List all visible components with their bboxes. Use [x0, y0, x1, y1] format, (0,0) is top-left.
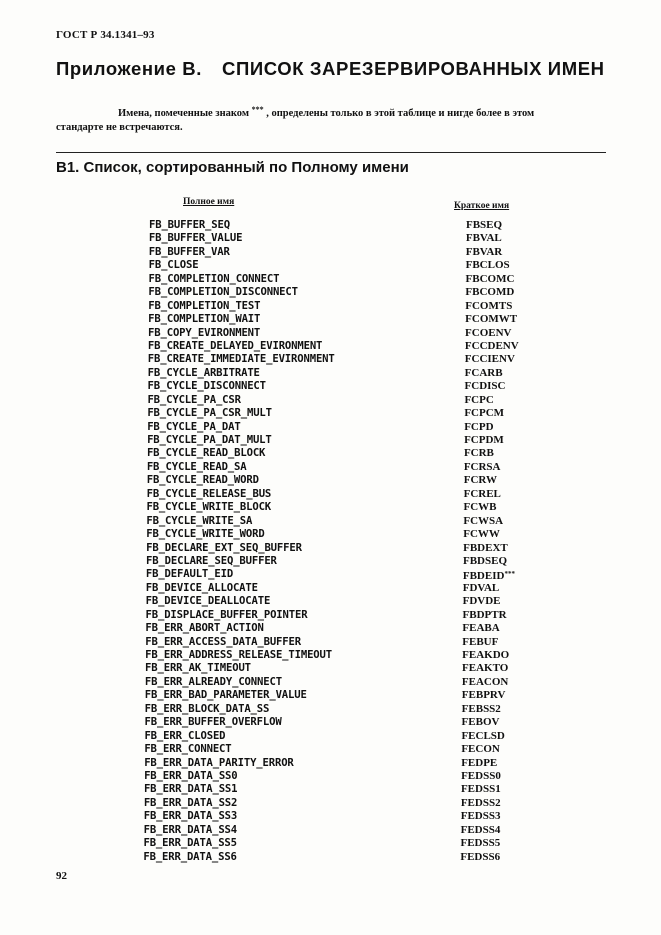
short-name-cell — [465, 300, 512, 313]
short-name-text: FBCOMD — [465, 286, 515, 299]
short-name-cell — [462, 662, 508, 675]
table-row — [0, 824, 661, 837]
short-name-text: FECLSD — [461, 729, 505, 742]
table-row — [0, 703, 661, 716]
short-name-cell — [464, 421, 493, 434]
table-row — [0, 273, 661, 286]
table-row — [0, 810, 661, 823]
full-name-cell: FB_ERR_ABORT_ACTION — [145, 622, 264, 635]
full-name-cell: FB_CYCLE_PA_DAT_MULT — [147, 434, 272, 446]
full-name-cell: FB_ERR_DATA_SS2 — [143, 796, 238, 809]
full-name-cell: FB_CYCLE_PA_CSR_MULT — [147, 407, 272, 420]
full-name-cell: FB_ERR_DATA_SS5 — [143, 837, 237, 850]
full-name-cell: FB_ERR_ALREADY_CONNECT — [144, 675, 282, 688]
full-name-cell: FB_DEVICE_DEALLOCATE — [145, 595, 271, 608]
note-line-2: стандарте не встречаются. — [56, 122, 183, 133]
short-name-text: FECON — [461, 743, 500, 756]
short-name-cell — [466, 246, 502, 259]
short-name-cell — [461, 797, 501, 810]
full-name-cell: FB_ERR_CLOSED — [144, 729, 226, 742]
full-name-cell: FB_CYCLE_READ_BLOCK — [146, 447, 266, 460]
short-name-text: FBDEXT — [463, 541, 508, 554]
table-row — [0, 636, 661, 649]
short-name-cell — [462, 636, 498, 649]
table-row — [0, 259, 661, 272]
short-name-cell — [463, 609, 507, 622]
table-row — [0, 555, 661, 568]
full-name-cell: FB_ERR_DATA_PARITY_ERROR — [144, 756, 294, 769]
full-name-cell: FB_ERR_BUFFER_OVERFLOW — [144, 716, 282, 729]
short-name-text: FBCOMC — [465, 272, 515, 285]
table-row — [0, 837, 661, 850]
full-name-cell: FB_CYCLE_WRITE_BLOCK — [146, 501, 272, 514]
full-name-cell: FB_DECLARE_SEQ_BUFFER — [146, 554, 277, 567]
short-name-text: FCARB — [464, 366, 503, 379]
table-row — [0, 716, 661, 729]
table-row — [0, 246, 661, 259]
short-name-cell — [465, 380, 506, 393]
short-name-cell — [462, 676, 508, 689]
reserved-names-note — [56, 103, 608, 135]
short-name-cell — [465, 367, 503, 380]
short-name-cell — [465, 327, 511, 340]
short-name-cell — [463, 542, 508, 555]
short-name-cell — [461, 770, 501, 783]
table-row — [0, 582, 661, 595]
full-name-cell: FB_CYCLE_WRITE_SA — [146, 514, 253, 527]
short-name-cell — [463, 595, 501, 608]
full-name-cell: FB_ERR_AK_TIMEOUT — [145, 662, 251, 675]
table-row — [0, 501, 661, 514]
table-row — [0, 622, 661, 635]
short-name-text: FCOENV — [465, 326, 512, 339]
short-name-text: FEBUF — [462, 635, 499, 648]
table-row — [0, 649, 661, 662]
table-row — [0, 662, 661, 675]
short-name-text: FEDSS3 — [460, 810, 501, 823]
column-header-short-name: Краткое имя — [454, 201, 510, 211]
table-row — [0, 528, 661, 541]
section-title: В1. Список, сортированный по Полному имени — [56, 159, 409, 176]
full-name-cell: FB_CREATE_IMMEDIATE_EVIRONMENT — [147, 353, 335, 366]
full-name-cell: FB_ERR_CONNECT — [144, 743, 232, 756]
short-name-text: FBDSEQ — [463, 554, 508, 567]
short-name-text: FEAKDO — [462, 649, 510, 661]
short-name-text: FCPD — [464, 420, 494, 433]
full-name-cell: FB_ERR_DATA_SS0 — [144, 769, 238, 782]
short-name-text: FCWB — [463, 501, 497, 514]
document-header: ГОСТ Р 34.1341–93 — [56, 29, 155, 41]
short-name-cell — [466, 273, 515, 286]
short-name-cell — [464, 394, 493, 407]
short-name-text: FCOMTS — [465, 299, 513, 312]
table-row — [0, 313, 661, 326]
full-name-cell: FB_CYCLE_READ_SA — [146, 460, 247, 473]
short-name-cell — [466, 219, 502, 232]
short-name-cell — [461, 783, 501, 796]
short-name-text: FEDPE — [461, 756, 498, 769]
full-name-cell: FB_COMPLETION_TEST — [148, 299, 261, 312]
full-name-cell: FB_CREATE_DELAYED_EVIRONMENT — [147, 339, 323, 352]
full-name-cell: FB_DEVICE_ALLOCATE — [145, 581, 258, 594]
appendix-label: Приложение В. — [56, 58, 202, 79]
short-name-text: FCWW — [463, 528, 500, 541]
note-line-1 — [56, 103, 608, 121]
full-name-cell: FB_COPY_EVIRONMENT — [148, 326, 261, 339]
table-row — [0, 421, 661, 434]
full-name-cell: FB_BUFFER_VAR — [148, 245, 230, 258]
short-name-text: FEDSS5 — [460, 837, 501, 850]
short-name-cell — [461, 810, 501, 823]
table-row — [0, 797, 661, 810]
table-row — [0, 770, 661, 783]
short-name-text: FCCDENV — [464, 339, 519, 352]
short-name-text: FEBOV — [461, 716, 500, 729]
table-row — [0, 340, 661, 353]
table-row — [0, 743, 661, 756]
table-row — [0, 851, 661, 864]
short-name-cell — [462, 622, 499, 635]
full-name-cell: FB_DISPLACE_BUFFER_POINTER — [145, 608, 308, 621]
full-name-cell: FB_DECLARE_EXT_SEQ_BUFFER — [146, 541, 302, 554]
short-name-cell — [460, 837, 500, 850]
short-name-text: FBSEQ — [466, 219, 503, 231]
short-name-text: FBDEID — [462, 570, 505, 583]
full-name-cell: FB_ERR_DATA_SS6 — [143, 850, 237, 863]
table-row — [0, 595, 661, 608]
short-name-cell — [464, 461, 501, 474]
full-name-cell: FB_ERR_BLOCK_DATA_SS — [144, 702, 270, 715]
short-name-cell — [461, 743, 500, 756]
short-name-cell — [465, 340, 519, 353]
short-name-text: FCREL — [463, 487, 501, 500]
short-name-cell — [463, 501, 496, 514]
table-row — [0, 609, 661, 622]
note-text-middle: , определены только в этой таблице и нигде более в этом — [266, 108, 535, 119]
short-name-text: FCWSA — [463, 514, 504, 527]
full-name-cell: FB_ERR_ADDRESS_RELEASE_TIMEOUT — [145, 649, 332, 661]
short-name-cell — [464, 434, 504, 447]
appendix-title-text: СПИСОК ЗАРЕЗЕРВИРОВАННЫХ ИМЕН — [221, 58, 605, 79]
column-header-full-name: Полное имя — [183, 197, 235, 207]
short-name-cell — [462, 703, 501, 716]
short-name-text: FEABA — [462, 622, 500, 635]
short-name-cell — [465, 286, 514, 299]
full-name-cell: FB_ERR_DATA_SS1 — [143, 783, 238, 796]
short-name-text: FEBSS2 — [461, 702, 501, 715]
table-row — [0, 380, 661, 393]
short-name-cell — [462, 716, 500, 729]
table-row — [0, 327, 661, 340]
table-row — [0, 353, 661, 366]
section-divider — [56, 152, 606, 153]
table-row — [0, 568, 661, 581]
short-name-text: FEACON — [461, 675, 509, 688]
table-row — [0, 689, 661, 702]
short-name-text: FCRSA — [463, 460, 501, 473]
full-name-cell: FB_BUFFER_SEQ — [149, 219, 230, 231]
note-text-start: Имена, помеченные знаком — [118, 108, 249, 119]
appendix-title — [56, 58, 605, 80]
table-row — [0, 757, 661, 770]
short-name-cell — [464, 407, 504, 420]
short-name-cell — [465, 313, 517, 326]
short-name-cell — [463, 555, 507, 568]
note-mark: *** — [251, 105, 264, 114]
table-row — [0, 542, 661, 555]
short-name-cell — [465, 353, 515, 366]
short-name-text: FCPDM — [464, 434, 504, 446]
full-name-cell: FB_COMPLETION_WAIT — [148, 313, 261, 326]
full-name-cell: FB_COMPLETION_CONNECT — [148, 272, 280, 285]
short-name-text: FCOMWT — [465, 313, 518, 326]
full-name-cell: FB_COMPLETION_DISCONNECT — [148, 286, 298, 299]
table-row — [0, 515, 661, 528]
full-name-cell: FB_ERR_DATA_SS4 — [143, 823, 238, 836]
full-name-cell: FB_BUFFER_VALUE — [148, 232, 243, 245]
full-name-cell: FB_DEFAULT_EID — [145, 568, 234, 581]
short-name-text: FEBPRV — [461, 689, 506, 702]
table-row — [0, 434, 661, 447]
table-row — [0, 300, 661, 313]
short-name-cell — [462, 689, 506, 702]
short-name-cell — [464, 488, 501, 501]
short-name-text: FDVAL — [462, 581, 500, 594]
short-name-cell — [461, 824, 501, 837]
reserved-names-table — [0, 219, 661, 864]
table-row — [0, 232, 661, 245]
short-name-text: FEDSS1 — [460, 783, 501, 796]
table-row — [0, 394, 661, 407]
full-name-cell: FB_CYCLE_RELEASE_BUS — [146, 487, 272, 500]
full-name-cell: FB_CYCLE_PA_CSR — [147, 393, 241, 406]
full-name-cell: FB_CYCLE_PA_DAT — [147, 420, 241, 433]
short-name-text: FBDPTR — [462, 608, 507, 621]
short-name-text: FEAKTO — [462, 662, 509, 675]
short-name-text: FCCIENV — [464, 353, 515, 366]
short-name-text: FEDSS0 — [461, 769, 501, 782]
full-name-cell: FB_ERR_DATA_SS3 — [143, 810, 238, 823]
short-name-cell — [461, 757, 497, 770]
short-name-cell — [463, 582, 499, 595]
table-row — [0, 488, 661, 501]
short-name-text: FCPC — [464, 393, 494, 406]
table-row — [0, 286, 661, 299]
table-row — [0, 474, 661, 487]
page-number: 92 — [56, 870, 67, 882]
table-row — [0, 447, 661, 460]
short-name-cell — [462, 649, 509, 662]
table-row — [0, 676, 661, 689]
short-name-text: FEDSS4 — [460, 823, 501, 836]
table-row — [0, 730, 661, 743]
short-name-text: FEDSS6 — [460, 850, 501, 863]
full-name-cell: FB_ERR_BAD_PARAMETER_VALUE — [144, 689, 307, 702]
short-name-cell — [461, 730, 504, 743]
full-name-cell: FB_CYCLE_WRITE_WORD — [146, 528, 265, 541]
short-name-cell — [466, 259, 510, 272]
short-name-cell — [463, 528, 500, 541]
short-name-text: FCRB — [463, 447, 494, 460]
short-name-cell — [463, 515, 503, 528]
short-name-text: FBVAR — [465, 245, 503, 258]
full-name-cell: FB_ERR_ACCESS_DATA_BUFFER — [145, 635, 301, 648]
short-name-text: FCDISC — [464, 380, 506, 393]
full-name-cell: FB_CLOSE — [148, 259, 199, 272]
short-name-cell — [464, 474, 497, 487]
table-row — [0, 783, 661, 796]
full-name-cell: FB_CYCLE_READ_WORD — [146, 474, 259, 487]
short-name-cell — [466, 232, 502, 245]
table-row — [0, 219, 661, 232]
short-name-cell — [460, 851, 500, 864]
reserved-mark: *** — [504, 570, 515, 579]
short-name-text: FEDSS2 — [460, 796, 501, 809]
table-row — [0, 407, 661, 420]
short-name-text: FBCLOS — [465, 259, 510, 272]
table-row — [0, 461, 661, 474]
short-name-cell — [464, 447, 494, 460]
short-name-text: FBVAL — [465, 232, 502, 245]
table-row — [0, 367, 661, 380]
full-name-cell: FB_CYCLE_DISCONNECT — [147, 380, 266, 393]
short-name-text: FCRW — [463, 474, 497, 487]
full-name-cell: FB_CYCLE_ARBITRATE — [147, 366, 260, 379]
short-name-text: FDVDE — [462, 595, 501, 608]
short-name-text: FCPCM — [464, 407, 505, 420]
